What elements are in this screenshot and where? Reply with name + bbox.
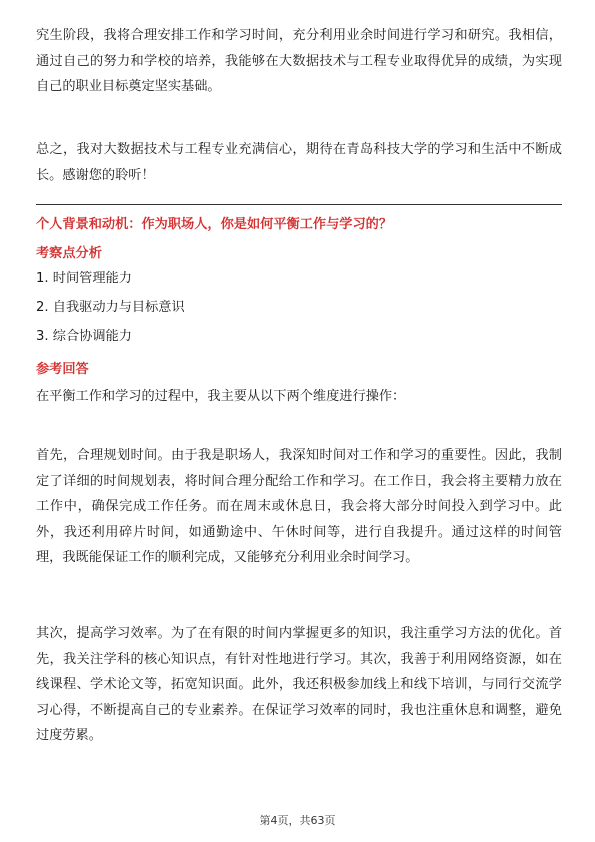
answer-intro: 在平衡工作和学习的过程中，我主要从以下两个维度进行操作： xyxy=(36,389,406,404)
analysis-point: 3. 综合协调能力 xyxy=(36,329,132,344)
analysis-point: 1. 时间管理能力 xyxy=(36,271,132,286)
paragraph-conclusion: 总之，我对大数据技术与工程专业充满信心，期待在青岛科技大学的学习和生活中不断成长。感谢您的聆听！ xyxy=(36,142,562,183)
page-number: 第4页，共63页 xyxy=(259,814,336,827)
answer-heading: 参考回答 xyxy=(36,362,89,377)
question-title: 个人背景和动机：作为职场人，你是如何平衡工作与学习的？ xyxy=(36,217,393,232)
analysis-heading: 考察点分析 xyxy=(36,246,102,261)
analysis-point: 2. 自我驱动力与目标意识 xyxy=(36,300,185,315)
answer-paragraph-efficiency: 其次，提高学习效率。为了在有限的时间内掌握更多的知识，我注重学习方法的优化。首先，我关注学科的核心知识点，有针对性地进行学习。其次，我善于利用网络资源，如在线课程、学术论文等，拓宽知识面。此外，我还积极参加线上和线下培训，与同行交流学习心得，不断提高自己的专业素养。在保证学习效率的同时，我也注重休息和调整，避免过度劳累。 xyxy=(36,626,562,743)
section-divider xyxy=(36,204,562,205)
paragraph-plan: 究生阶段，我将合理安排工作和学习时间，充分利用业余时间进行学习和研究。我相信，通过自己的努力和学校的培养，我能够在大数据技术与工程专业取得优异的成绩，为实现自己的职业目标奠定坚实基础。 xyxy=(36,28,562,94)
answer-paragraph-time: 首先，合理规划时间。由于我是职场人，我深知时间对工作和学习的重要性。因此，我制定了详细的时间规划表，将时间合理分配给工作和学习。在工作日，我会将主要精力放在工作中，确保完成工作任务。而在周末或休息日，我会将大部分时间投入到学习中。此外，我还利用碎片时间，如通勤途中、午休时间等，进行自我提升。通过这样的时间管理，我既能保证工作的顺利完成，又能够充分利用业余时间学习。 xyxy=(36,448,562,565)
